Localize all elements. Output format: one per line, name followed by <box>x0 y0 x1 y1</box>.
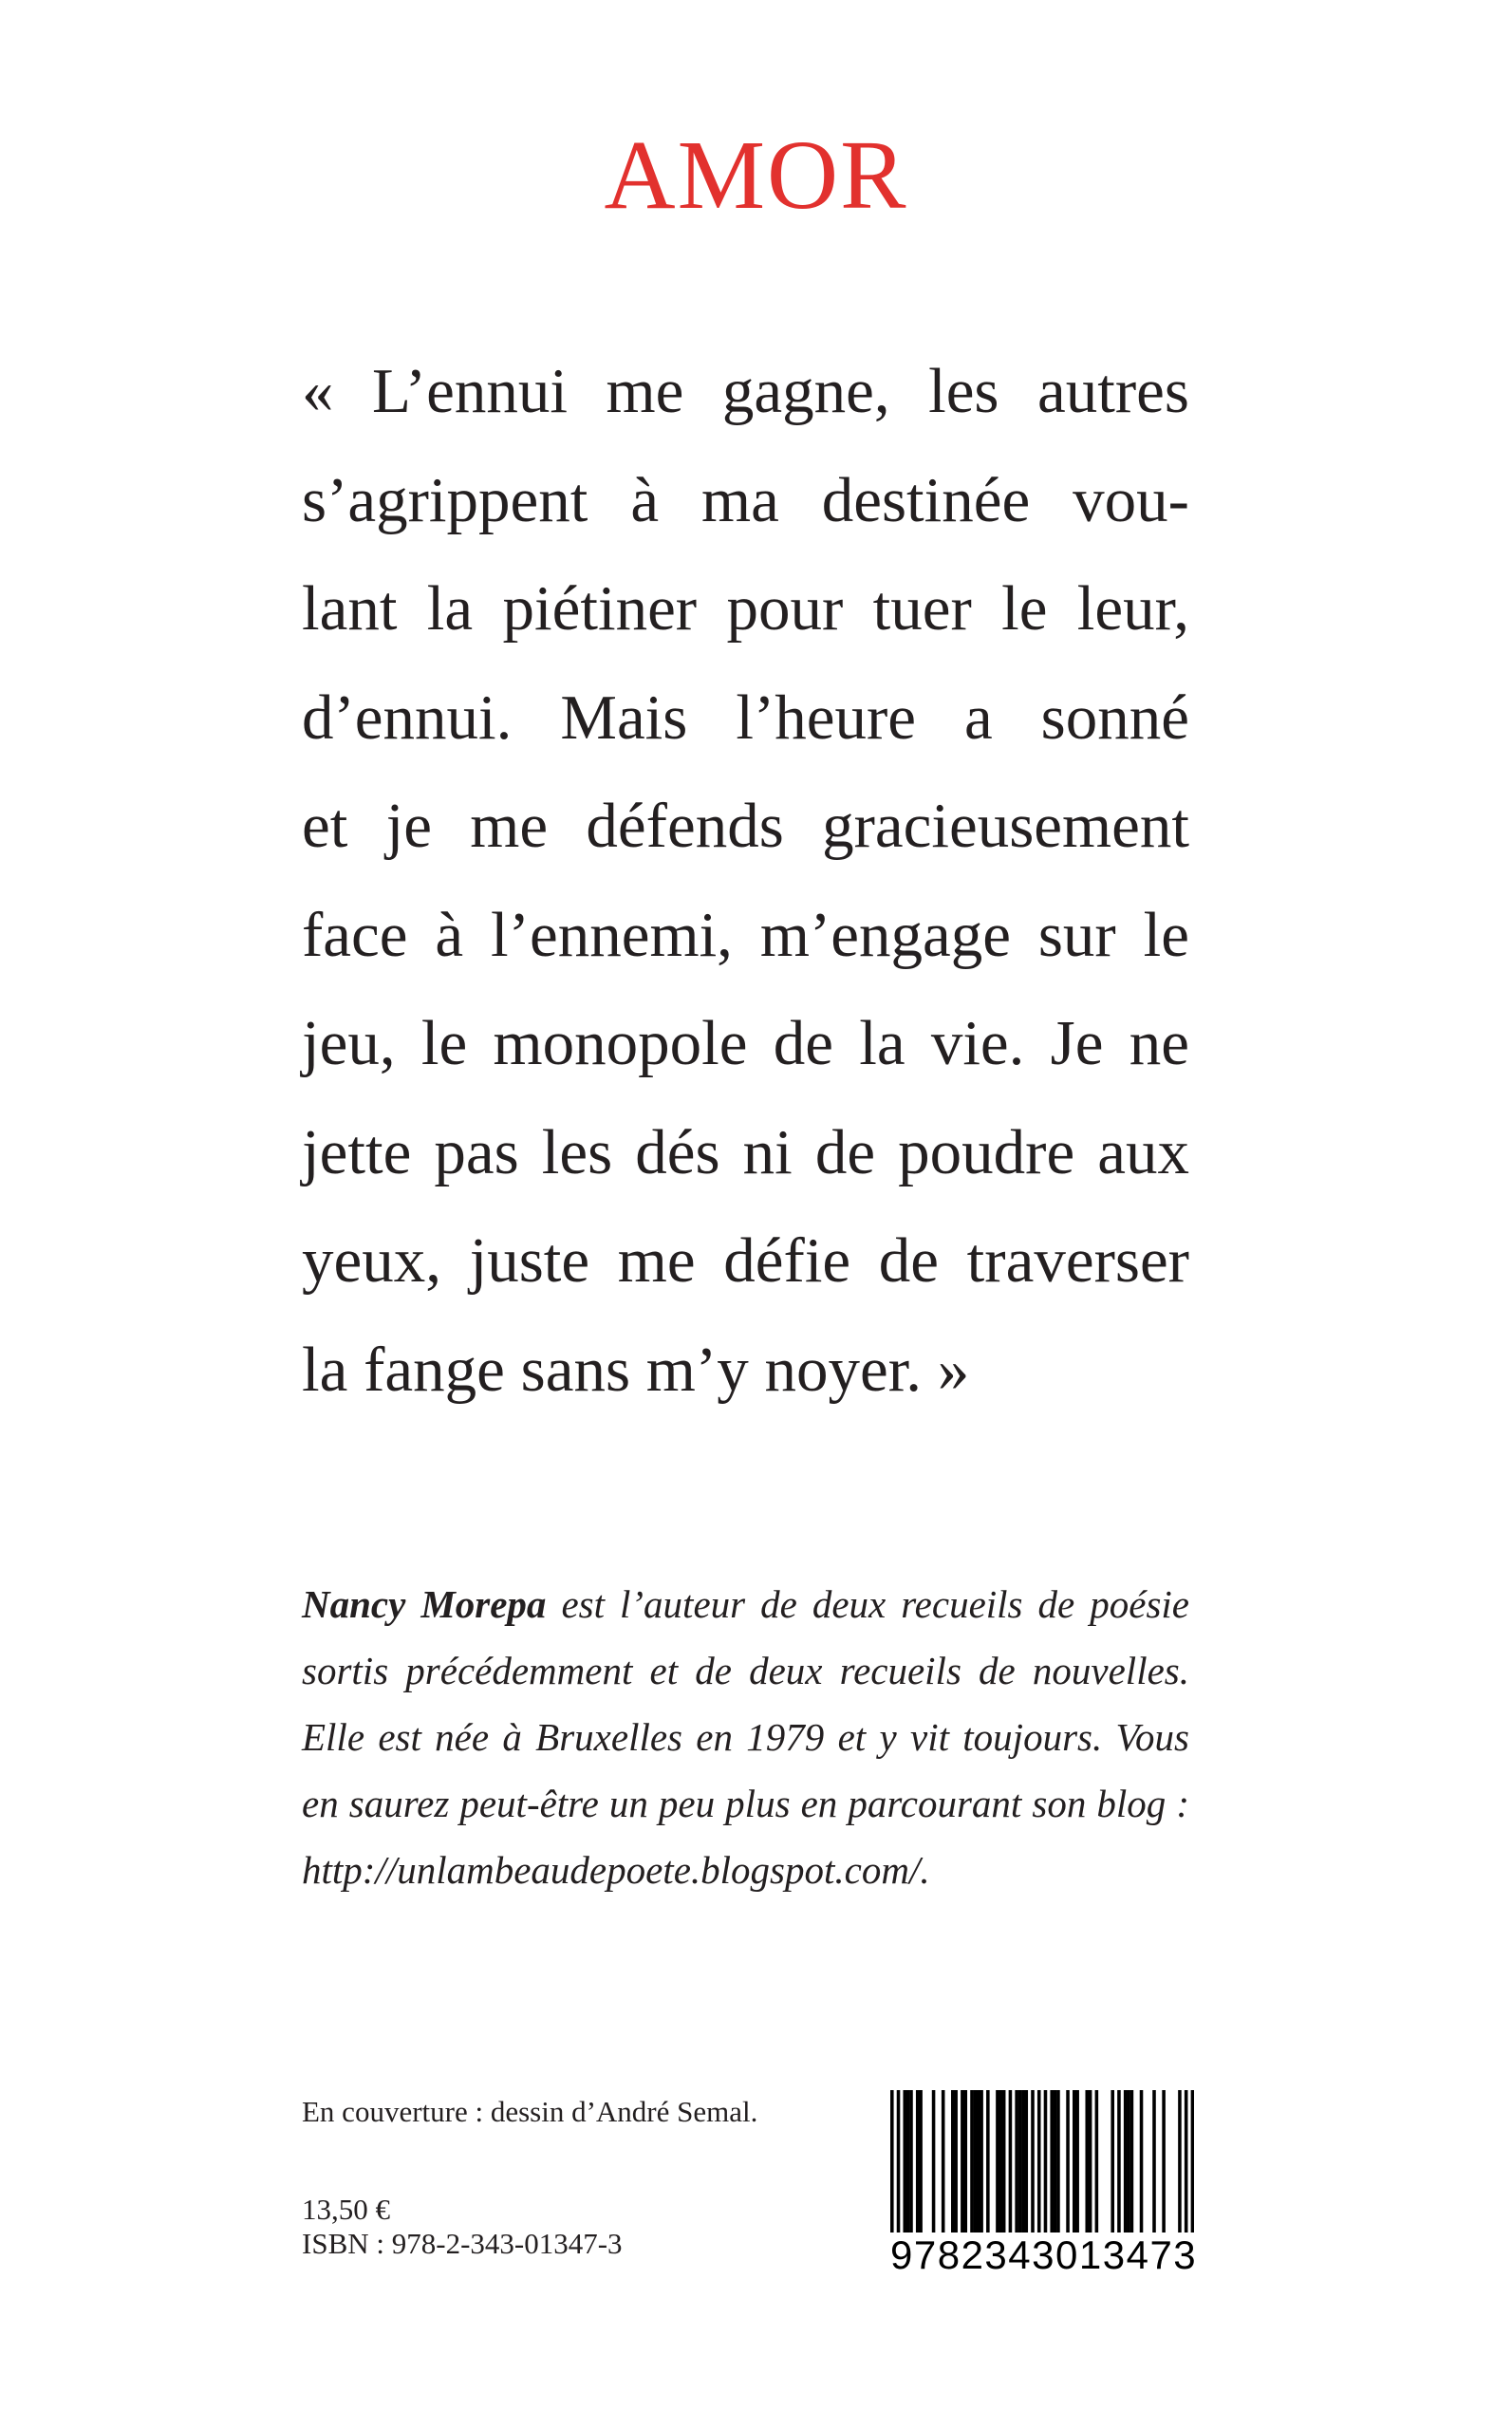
price: 13,50 € <box>302 2193 390 2226</box>
author-bio <box>302 1571 1189 1903</box>
bio-text: est l’auteur de deux recueils de poésie <box>546 1582 1189 1626</box>
bio-line: Elle est née à Bruxelles en 1979 et y vit toujours. Vous <box>302 1715 1189 1759</box>
quote-line: la fange sans m’y noyer. » <box>302 1334 970 1405</box>
isbn-barcode <box>890 2090 1198 2280</box>
isbn: ISBN : 978-2-343-01347-3 <box>302 2227 623 2260</box>
cover-credit: En couverture : dessin d’André Semal. <box>302 2095 758 2128</box>
quote-line: et je me défends gracieusement <box>302 791 1189 861</box>
quote-line: d’ennui. Mais l’heure a sonné <box>302 682 1189 753</box>
bio-line: sortis précédemment et de deux recueils de nouvelles. <box>302 1649 1189 1692</box>
quote-line: face à l’ennemi, m’engage sur le <box>302 899 1189 970</box>
bio-line: en saurez peut-être un peu plus en parcourant son blog : <box>302 1782 1189 1825</box>
quote-line: lant la piétiner pour tuer le leur, <box>302 573 1189 644</box>
author-name: Nancy Morepa <box>302 1582 547 1626</box>
bio-blog-url: http://unlambeaudepoete.blogspot.com/. <box>302 1848 930 1892</box>
back-cover-quote <box>302 337 1189 1424</box>
quote-line: yeux, juste me défie de traverser <box>302 1225 1189 1296</box>
quote-line: s’agrippent à ma destinée vou- <box>302 464 1189 535</box>
quote-line: jeu, le monopole de la vie. Je ne <box>302 1008 1189 1078</box>
book-title: AMOR <box>604 121 908 230</box>
quote-line: jette pas les dés ni de poudre aux <box>302 1116 1189 1187</box>
bio-line <box>302 1571 1189 1637</box>
barcode-digits: 9782343013473 <box>890 2233 1198 2277</box>
quote-line: « L’ennui me gagne, les autres <box>302 356 1189 426</box>
